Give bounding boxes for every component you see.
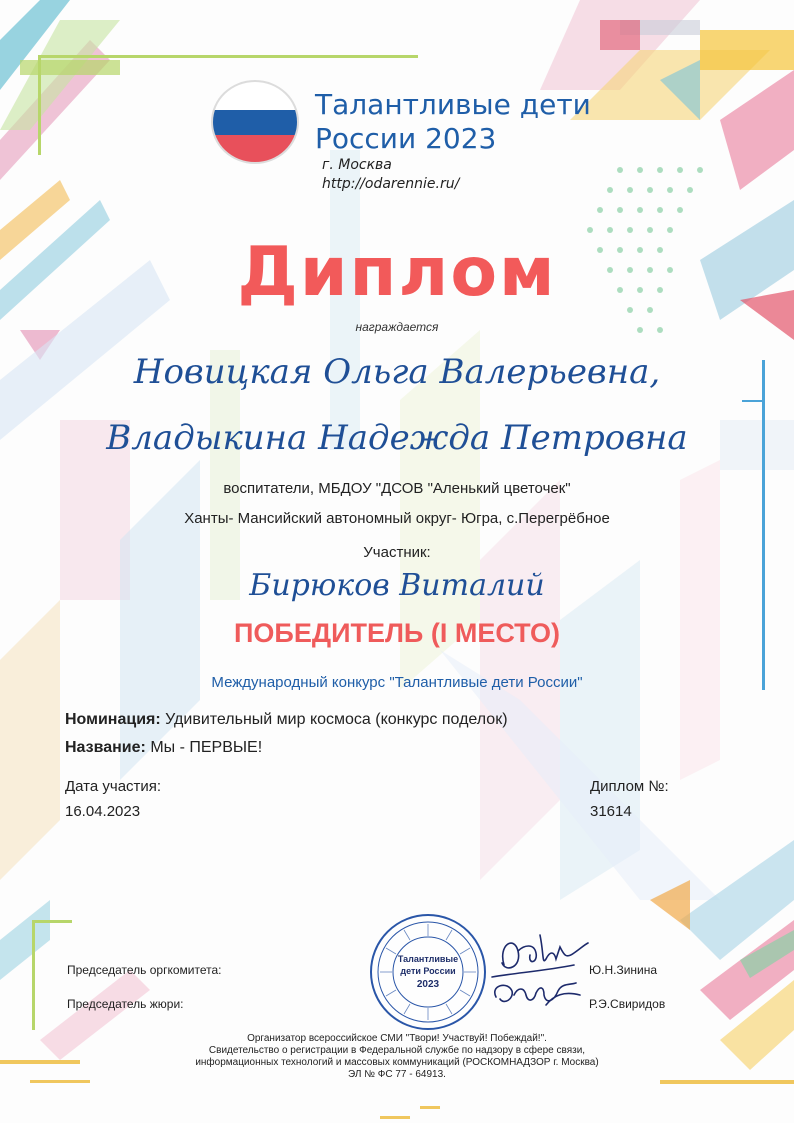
russia-flag-circle-icon: [210, 80, 300, 164]
work-title-row: [65, 739, 262, 757]
footer-info: [0, 1033, 794, 1081]
brand-name: [315, 88, 615, 156]
nomination-row: [65, 711, 508, 729]
footer-line4: ЭЛ № ФС 77 - 64913.: [348, 1069, 446, 1080]
date-label: Дата участия:: [65, 778, 162, 795]
work-title-value: Мы - ПЕРВЫЕ!: [150, 739, 263, 756]
nomination-label: Номинация:: [65, 711, 161, 728]
stamp-line1: Талантливые: [397, 954, 459, 964]
result-title: ПОБЕДИТЕЛЬ (I МЕСТО): [234, 618, 560, 648]
city: г. Москва: [322, 157, 392, 173]
stamp-line2: дети России: [400, 966, 456, 976]
brand-line1: Талантливые дети: [315, 88, 591, 121]
footer-line2: Свидетельство о регистрации в Федеральной службе по надзору в сфере связи,: [208, 1045, 586, 1056]
org-chair-label: Председатель оргкомитета:: [67, 963, 222, 977]
work-title-label: Название:: [65, 739, 146, 756]
diploma-number-value: 31614: [590, 803, 632, 820]
footer-line3: информационных технологий и массовых коммуникаций (РОСКОМНАДЗОР г. Москва): [195, 1057, 599, 1068]
handwritten-signature: [484, 925, 594, 1020]
org-chair-name: Ю.Н.Зинина: [589, 963, 658, 977]
diploma-title: Диплом: [237, 233, 557, 312]
round-seal-stamp: [368, 912, 488, 1032]
recipient-name-1: Новицкая Ольга Валерьевна,: [133, 352, 661, 392]
recipient-region: Ханты- Мансийский автономный округ- Югра, с.Перегрёбное: [184, 510, 610, 527]
recipient-position: воспитатели, МБДОУ "ДСОВ "Аленький цветочек": [223, 480, 571, 497]
contest-name: Международный конкурс "Талантливые дети России": [211, 674, 583, 691]
diploma-number-label: Диплом №:: [590, 778, 669, 795]
stamp-line3: 2023: [416, 979, 440, 990]
participant-name: Бирюков Виталий: [249, 568, 545, 603]
jury-chair-label: Председатель жюри:: [67, 997, 184, 1011]
awarded-label: награждается: [355, 320, 439, 334]
recipient-name-2: Владыкина Надежда Петровна: [106, 418, 688, 458]
jury-chair-name: Р.Э.Свиридов: [589, 997, 666, 1011]
nomination-value: Удивительный мир космоса (конкурс поделок): [165, 711, 508, 728]
brand-line2: России 2023: [315, 122, 497, 155]
footer-line1: Организатор всероссийское СМИ "Твори! Участвуй! Побеждай!".: [247, 1033, 547, 1044]
date-value: 16.04.2023: [65, 803, 141, 820]
participant-label: Участник:: [363, 544, 431, 561]
website-link[interactable]: http://odarennie.ru/: [322, 176, 460, 192]
